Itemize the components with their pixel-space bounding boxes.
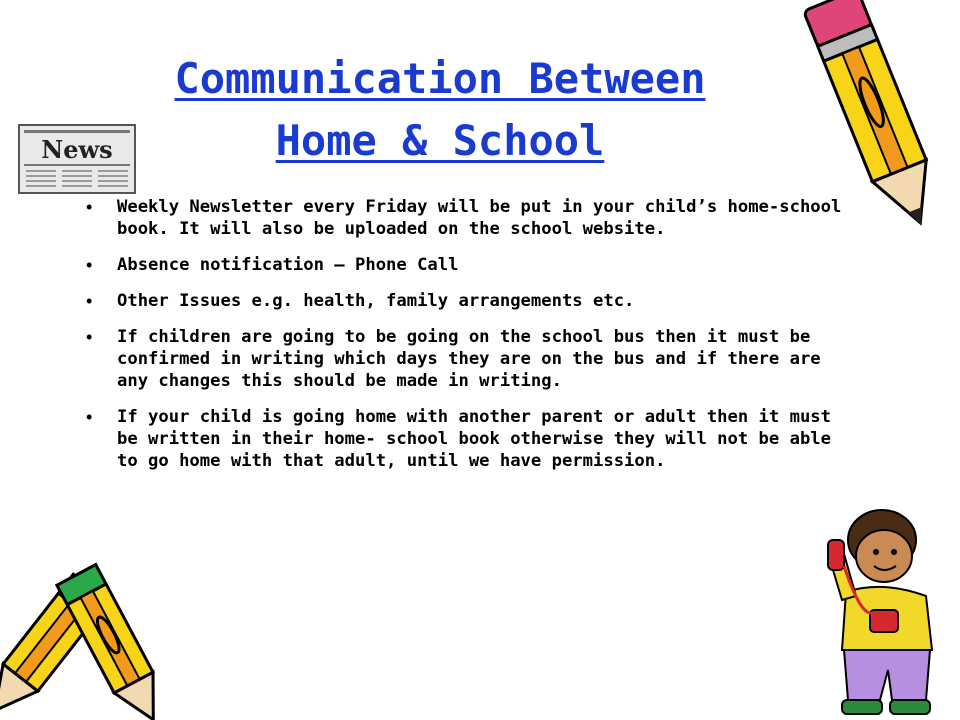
title-line-2: Home & School <box>275 116 605 165</box>
pencils-icon <box>0 560 200 720</box>
bullet-item: • Absence notification – Phone Call <box>82 254 842 276</box>
bullet-list <box>82 196 842 486</box>
slide-title <box>80 48 800 172</box>
bullet-item: • Weekly Newsletter every Friday will be put in your child’s home-school book. It will also be uploaded on the school website. <box>82 196 842 240</box>
title-line-1: Communication Between <box>174 54 706 103</box>
news-icon-label: News <box>41 135 113 164</box>
bullet-item: • If your child is going home with another parent or adult then it must be written in their home- school book otherwise they will not be able to go home with that adult, until we have permission. <box>82 406 842 472</box>
bullet-item: • If children are going to be going on the school bus then it must be confirmed in writing which days they are on the bus and if there are any changes this should be made in writing. <box>82 326 842 392</box>
bullet-item: • Other Issues e.g. health, family arrangements etc. <box>82 290 842 312</box>
child-phone-icon <box>822 500 952 720</box>
